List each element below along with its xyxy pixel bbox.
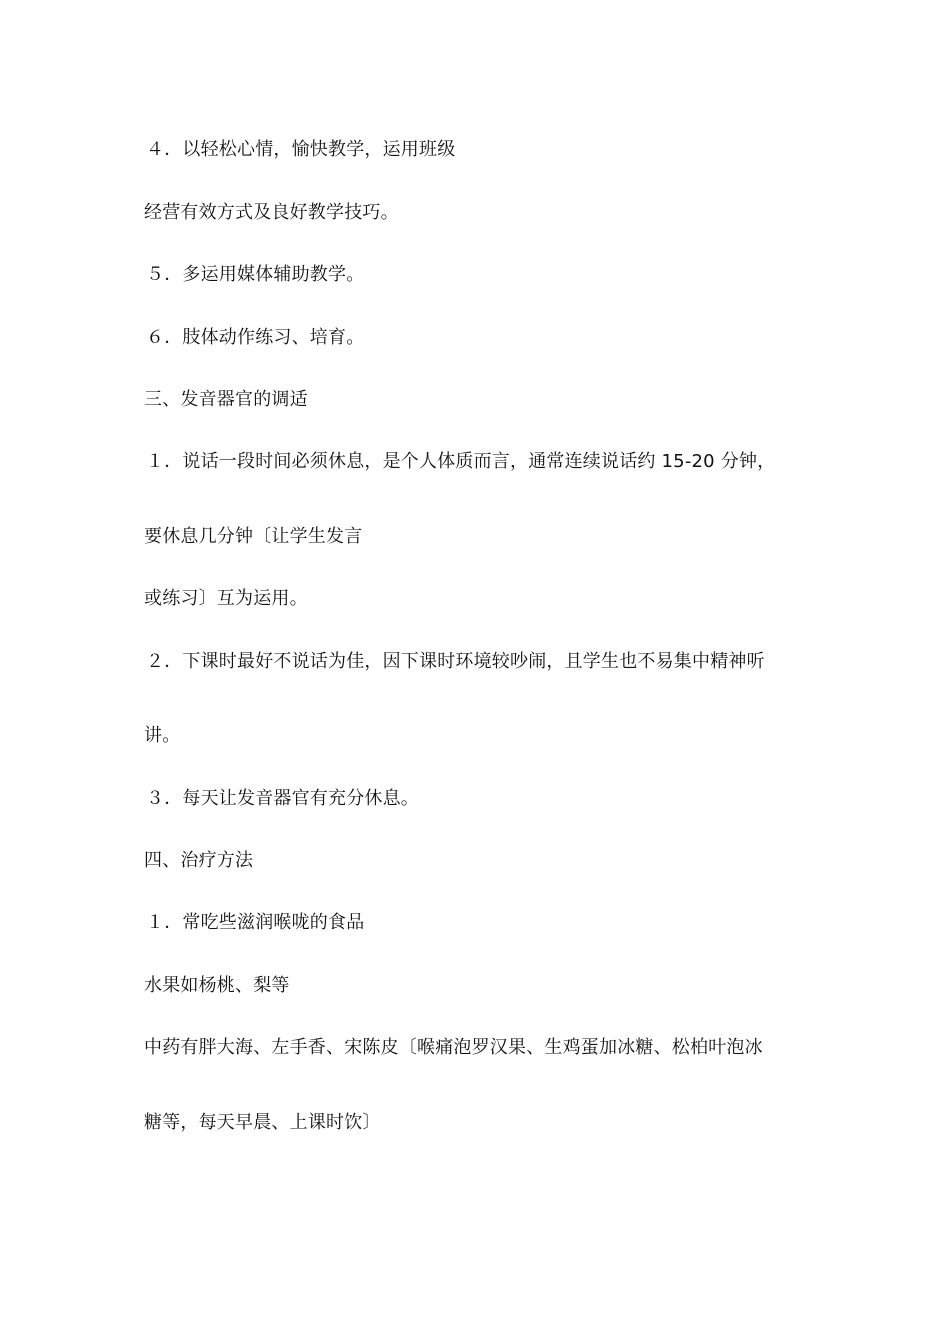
paragraph-line: 中药有胖大海、左手香、宋陈皮〔喉痛泡罗汉果、生鸡蛋加冰糖、松柏叶泡冰 — [144, 1037, 763, 1058]
list-item-6: ６．肢体动作练习、培育。 — [146, 327, 365, 348]
section-heading-4: 四、治疗方法 — [144, 850, 254, 871]
paragraph-line: 要休息几分钟〔让学生发言 — [144, 526, 363, 547]
paragraph-line: 糖等，每天早晨、上课时饮〕 — [144, 1112, 381, 1133]
list-item-4: ４．以轻松心情，愉快教学，运用班级 — [146, 139, 456, 160]
list-item-2: ２．下课时最好不说话为佳，因下课时环境较吵闹，且学生也不易集中精神听 — [146, 651, 765, 672]
paragraph-line: 或练习〕互为运用。 — [144, 588, 308, 609]
list-item-3: ３．每天让发音器官有充分休息。 — [146, 788, 419, 809]
list-item-5: ５．多运用媒体辅助教学。 — [146, 264, 365, 285]
list-item-1: １．说话一段时间必须休息，是个人体质而言，通常连续说话约 15-20 分钟， — [146, 451, 776, 472]
paragraph-line: 讲。 — [144, 725, 181, 746]
paragraph-line: 水果如杨桃、梨等 — [144, 975, 290, 996]
paragraph-line: 经营有效方式及良好教学技巧。 — [144, 202, 399, 223]
section-heading-3: 三、发音器官的调适 — [144, 389, 308, 410]
list-item-1: １．常吃些滋润喉咙的食品 — [146, 912, 365, 933]
